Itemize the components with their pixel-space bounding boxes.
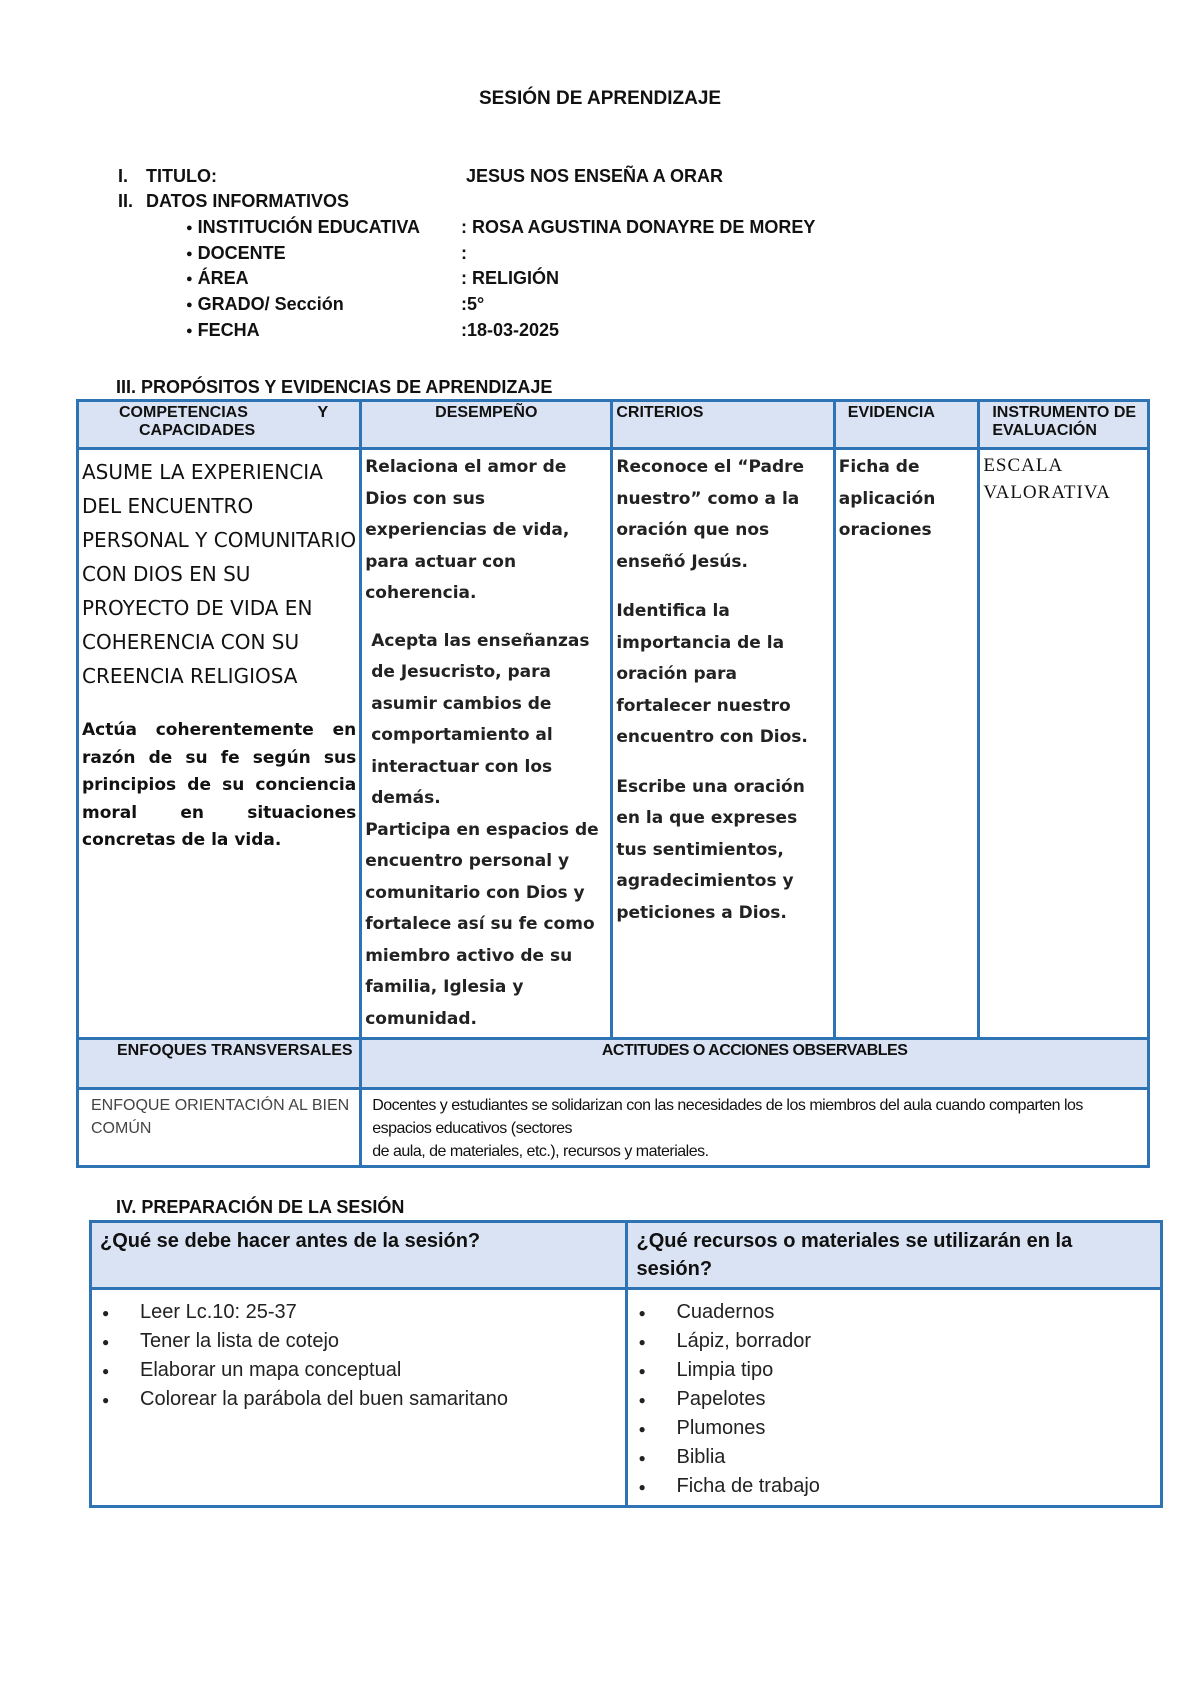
list-item: ● Papelotes <box>676 1385 1152 1414</box>
list-item: ● Limpia tipo <box>676 1356 1152 1385</box>
criterio-1: Reconoce el “Padre nuestro” como a la oración que nos enseñó Jesús. <box>616 457 805 572</box>
header-instrumento: INSTRUMENTO DE EVALUACIÓN <box>979 401 1149 449</box>
antes-cell <box>91 1289 627 1507</box>
document-title: SESIÓN DE APRENDIZAJE <box>478 88 722 109</box>
actitud-text-2: de aula, de materiales, etc.), recursos y materiales. <box>372 1143 709 1160</box>
list-item: ● Ficha de trabajo <box>676 1472 1152 1501</box>
desempeno-2: Acepta las enseñanzas de Jesucristo, para asumir cambios de comportamiento al interactuar con los demás. <box>371 630 590 808</box>
instrumento-cell: ESCALA VALORATIVA <box>979 449 1149 1039</box>
info-label-institucion: ● INSTITUCIÓN EDUCATIVA <box>186 217 420 238</box>
competencia-cell <box>78 449 361 1039</box>
header-capacidades: CAPACIDADES <box>139 422 256 439</box>
actitud-text-1: Docentes y estudiantes se solidarizan con las necesidades de los miembros del aula cuando comparten los espacios educativos (sectores <box>372 1097 1083 1137</box>
actitudes-cell <box>361 1089 1149 1167</box>
info-value-institucion: : ROSA AGUSTINA DONAYRE DE MOREY <box>461 217 816 237</box>
criterios-cell <box>612 449 834 1039</box>
list-item: ● Plumones <box>676 1414 1152 1443</box>
info-value-fecha: :18-03-2025 <box>461 320 560 340</box>
criterio-2: Identifica la importancia de la oración para fortalecer nuestro encuentro con Dios. <box>616 601 808 747</box>
section-1-number: I. <box>118 166 129 186</box>
header-competencias-y: Y <box>317 404 329 421</box>
list-item: ● Leer Lc.10: 25-37 <box>140 1298 617 1327</box>
section-2-number: II. <box>118 191 134 211</box>
section-1-value: JESUS NOS ENSEÑA A ORAR <box>466 166 724 186</box>
desempeno-cell <box>361 449 612 1039</box>
section-2-label: DATOS INFORMATIVOS <box>146 191 350 211</box>
header-enfoques: ENFOQUES TRANSVERSALES <box>78 1039 361 1089</box>
desempeno-1: Relaciona el amor de Dios con sus experiencias de vida, para actuar con coherencia. <box>365 457 570 603</box>
competencia-text: ASUME LA EXPERIENCIA DEL ENCUENTRO PERSONAL Y COMUNITARIO CON DIOS EN SU PROYECTO DE VIDA EN COHERENCIA CON SU CREENCIA RELIGIOSA <box>82 460 357 688</box>
evidencia-cell: Ficha de aplicación oraciones <box>834 449 979 1039</box>
header-antes: ¿Qué se debe hacer antes de la sesión? <box>91 1222 627 1289</box>
header-criterios: CRITERIOS <box>612 401 834 449</box>
enfoque-text: ENFOQUE ORIENTACIÓN AL BIEN COMÚN <box>78 1089 361 1167</box>
section-1-label: TITULO: <box>146 166 217 186</box>
criterio-3: Escribe una oración en la que expreses tus sentimientos, agradecimientos y peticiones a Dios. <box>616 776 805 923</box>
info-label-area: ● ÁREA <box>186 268 249 289</box>
header-desempeno: DESEMPEÑO <box>361 401 612 449</box>
list-item: ● Colorear la parábola del buen samaritano <box>140 1385 617 1414</box>
recursos-list <box>636 1298 1152 1501</box>
list-item: ● Biblia <box>676 1443 1152 1472</box>
header-recursos: ¿Qué recursos o materiales se utilizarán en la sesión? <box>627 1222 1162 1289</box>
section-3-label: III. PROPÓSITOS Y EVIDENCIAS DE APRENDIZAJE <box>116 377 553 397</box>
info-value-docente: : <box>461 243 467 263</box>
list-item: ● Lápiz, borrador <box>676 1327 1152 1356</box>
capacidad-text: Actúa coherentemente en razón de su fe según sus principios de su conciencia moral en situaciones concretas de la vida. <box>82 720 357 850</box>
info-value-grado: :5° <box>461 294 485 314</box>
section-4-label: IV. PREPARACIÓN DE LA SESIÓN <box>116 1197 405 1217</box>
header-actitudes: ACTITUDES O ACCIONES OBSERVABLES <box>361 1039 1149 1089</box>
propositos-table <box>76 399 1150 1168</box>
info-label-docente: ● DOCENTE <box>186 243 286 264</box>
info-value-area: : RELIGIÓN <box>461 268 559 288</box>
list-item: ● Cuadernos <box>676 1298 1152 1327</box>
header-evidencia: EVIDENCIA <box>834 401 979 449</box>
list-item: ● Elaborar un mapa conceptual <box>140 1356 617 1385</box>
desempeno-3: Participa en espacios de encuentro personal y comunitario con Dios y fortalece así su fe como miembro activo de su familia, Iglesia y comunidad. <box>365 819 599 1029</box>
preparacion-table <box>89 1220 1163 1508</box>
header-competencias <box>78 401 361 449</box>
header-competencias-word: COMPETENCIAS <box>119 404 248 421</box>
antes-list <box>100 1298 617 1414</box>
list-item: ● Tener la lista de cotejo <box>140 1327 617 1356</box>
info-label-grado: ● GRADO/ Sección <box>186 294 344 315</box>
recursos-cell <box>627 1289 1162 1507</box>
info-label-fecha: ● FECHA <box>186 320 260 341</box>
